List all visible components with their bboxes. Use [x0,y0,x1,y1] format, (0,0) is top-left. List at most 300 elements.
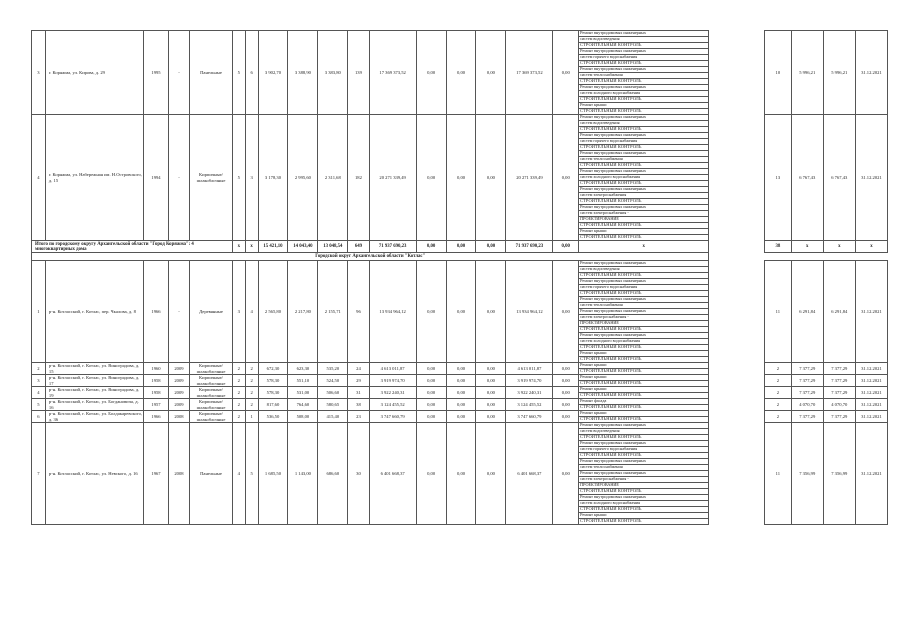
table-cell: 2 [232,375,245,387]
table-cell: 0,00 [446,115,476,241]
table-cell: 3 919 974,70 [369,375,416,387]
works-list [579,399,709,411]
row-number: 6 [32,411,46,423]
table-cell: 0,00 [476,423,506,525]
row-number: 4 [32,115,46,241]
work-item: Ремонт фасада [579,399,708,405]
work-item: СТРОИТЕЛЬНЫЙ КОНТРОЛЬ [579,489,708,495]
table-cell: 2 [245,399,258,411]
table-cell: 2 [765,399,792,411]
table-body [32,31,888,525]
table-row [32,399,888,411]
table-cell: 1967 [144,423,169,525]
table-cell: 20 271 339,49 [369,115,416,241]
work-item: СТРОИТЕЛЬНЫЙ КОНТРОЛЬ [579,199,708,205]
works-list [579,363,709,375]
table-cell: 4 613 011,87 [506,363,553,375]
table-cell: 0,00 [416,387,446,399]
table-cell: 2 155,71 [318,261,348,363]
works-list [579,387,709,399]
table-cell: 2009 [168,399,189,411]
work-item: СТРОИТЕЛЬНЫЙ КОНТРОЛЬ [580,393,642,397]
work-item: Ремонт внутридомовых инженерных [579,471,708,477]
table-cell: 2009 [168,375,189,387]
district-title: Городской округ Архангельской области "Котлас" [32,253,709,261]
row-number: 2 [32,363,46,375]
table-cell: 15 421,10 [258,241,288,253]
table-cell: 2008 [168,411,189,423]
table-cell: 2 [232,411,245,423]
spacer-cell [709,241,765,253]
work-item: Ремонт внутридомовых инженерных [579,151,708,157]
table-cell: 13 934 964,12 [506,261,553,363]
work-item: Ремонт внутридомовых инженерных [579,333,708,339]
table-cell: 2 [245,387,258,399]
table-cell: 3 178,30 [258,115,288,241]
table-cell: 578,30 [258,375,288,387]
work-item: СТРОИТЕЛЬНЫЙ КОНТРОЛЬ [579,453,708,459]
row-number: 7 [32,423,46,525]
work-item: Ремонт крыши [579,375,708,381]
work-item: Ремонт крыши [579,351,708,357]
work-item: ПРОЕКТИРОВАНИЕ [579,483,708,489]
table-cell: 4 070,70 [791,399,823,411]
table-cell: 30 [348,423,369,525]
work-item: СТРОИТЕЛЬНЫЙ КОНТРОЛЬ [579,181,708,187]
table-cell: 7 377,29 [791,363,823,375]
work-item: СТРОИТЕЛЬНЫЙ КОНТРОЛЬ [580,381,642,385]
table-cell: 580,65 [318,399,348,411]
table-cell: 0,00 [476,399,506,411]
table-cell: 0,00 [446,363,476,375]
works-list [579,423,709,525]
table-cell: 0,00 [446,375,476,387]
work-item: систем теплоснабжения [579,157,708,163]
table-cell: 536,50 [258,411,288,423]
work-item: Ремонт внутридомовых инженерных [579,169,708,175]
table-cell: 6 401 668,37 [506,423,553,525]
table-cell: 2 [765,411,792,423]
table-cell: 0,00 [476,375,506,387]
work-item: СТРОИТЕЛЬНЫЙ КОНТРОЛЬ [579,273,708,279]
table-cell: 17 369 373,52 [506,31,553,115]
table-cell: 11 [765,423,792,525]
work-item: СТРОИТЕЛЬНЫЙ КОНТРОЛЬ [579,79,708,85]
table-cell: 38 [765,241,792,253]
table-cell: 3 747 660,79 [506,411,553,423]
table-cell: 508,00 [288,411,318,423]
spacer-cell [709,411,765,423]
table-cell: 31.12.2021 [855,363,887,375]
table-cell: 14 043,40 [288,241,318,253]
table-cell: 0,00 [416,241,446,253]
work-item: СТРОИТЕЛЬНЫЙ КОНТРОЛЬ [579,97,708,103]
work-item: систем водоотведения [579,37,708,43]
table-cell: x [855,241,887,253]
table-cell: 6 401 668,37 [369,423,416,525]
table-cell: 0,00 [446,411,476,423]
work-item: Ремонт крыши [579,103,708,109]
spacer-cell [709,31,765,115]
table-cell: 3 388,90 [288,31,318,115]
table-cell: 2 [765,375,792,387]
spacer-cell [709,261,765,363]
work-item: систем электроснабжения - [579,315,708,321]
table-cell: 6 767,43 [791,115,823,241]
spacer-cell [709,375,765,387]
table-cell: 2 [232,399,245,411]
work-item: Ремонт внутридомовых инженерных [579,205,708,211]
table-cell: 1966 [144,261,169,363]
table-cell: 31.12.2021 [855,423,887,525]
table-cell: 524,50 [318,375,348,387]
district-header-row [32,253,888,261]
table-cell: 3 922 240,31 [506,387,553,399]
table-cell: 1960 [144,363,169,375]
table-cell: 551,10 [288,375,318,387]
table-cell: 3 [232,261,245,363]
work-item: систем водоотведения [579,267,708,273]
spacer-cell [709,387,765,399]
total-label: Итого по городскому округу Архангельской области "Город Коряжма": 4 многоквартирных дома [32,241,233,253]
work-item: СТРОИТЕЛЬНЫЙ КОНТРОЛЬ [579,507,708,513]
table-cell: Кирпичные/ шлакоблочные [190,387,233,399]
table-cell: 2 [765,363,792,375]
work-item: СТРОИТЕЛЬНЫЙ КОНТРОЛЬ [579,61,708,67]
table-cell: 0,00 [416,423,446,525]
work-item: систем электроснабжения - [579,477,708,483]
table-cell: 31.12.2021 [855,31,887,115]
work-item: ПРОЕКТИРОВАНИЕ [579,217,708,223]
table-cell: 0,00 [476,115,506,241]
work-item: систем холодного водоснабжения [579,175,708,181]
work-item: Ремонт внутридомовых инженерных [579,423,708,429]
table-cell: Панельные [190,423,233,525]
table-row [32,423,888,525]
address-cell: г. Коряжма, ул. Набережная им. Н.Островского, д. 15 [45,115,143,241]
table-row [32,375,888,387]
table-cell: 0,00 [416,31,446,115]
table-cell: Кирпичные/ шлакоблочные [190,115,233,241]
table-cell: - [168,31,189,115]
table-row [32,387,888,399]
table-cell: 31.12.2021 [855,261,887,363]
table-cell: 7 377,29 [791,375,823,387]
table-cell: 2009 [168,387,189,399]
work-item: Ремонт внутридомовых инженерных [579,441,708,447]
table-cell: Кирпичные/ шлакоблочные [190,411,233,423]
table-cell: 5 [245,423,258,525]
table-cell: 1 685,50 [258,423,288,525]
table-cell: 31.12.2021 [855,399,887,411]
work-item: Ремонт внутридомовых инженерных [579,85,708,91]
address-cell: г. Коряжма, ул. Кирова, д. 29 [45,31,143,115]
work-item: систем электроснабжения [579,193,708,199]
row-number: 4 [32,387,46,399]
work-item: систем теплоснабжения [579,303,708,309]
table-row [32,261,888,363]
table-cell: 0,00 [476,31,506,115]
table-cell: 0,00 [553,261,579,363]
table-cell: 506,60 [318,387,348,399]
table-cell: 3 124 455,52 [369,399,416,411]
table-cell: 2 [232,387,245,399]
work-item: Ремонт крыши [579,229,708,235]
work-item: систем горячего водоснабжения [579,139,708,145]
table-row [32,411,888,423]
address-cell: р-н. Котласский, г. Котлас, ул. Виноградова, д. 15 [45,363,143,375]
table-cell: 139 [348,31,369,115]
work-item: СТРОИТЕЛЬНЫЙ КОНТРОЛЬ [579,223,708,229]
table-cell: 2 [245,363,258,375]
table-cell: 3 124 455,52 [506,399,553,411]
table-cell: 0,00 [476,387,506,399]
table-cell: 13 [765,115,792,241]
table-cell: 6 767,43 [823,115,855,241]
work-item: СТРОИТЕЛЬНЫЙ КОНТРОЛЬ [580,369,642,373]
table-cell: 0,00 [476,241,506,253]
work-item: Ремонт внутридомовых инженерных [579,67,708,73]
work-item: Ремонт внутридомовых инженерных [579,309,708,315]
work-item: СТРОИТЕЛЬНЫЙ КОНТРОЛЬ [580,417,642,421]
work-item: Ремонт внутридомовых инженерных [579,115,708,121]
row-number: 1 [32,261,46,363]
work-item: систем холодного водоснабжения [579,501,708,507]
table-cell: 13 048,54 [318,241,348,253]
table-cell: 0,00 [553,387,579,399]
table-cell: 0,00 [446,261,476,363]
works-list [579,261,709,363]
table-row [32,363,888,375]
address-cell: р-н. Котласский, г. Котлас, пер. Чкалова, д. 8 [45,261,143,363]
table-cell: 0,00 [553,423,579,525]
table-cell: 1995 [144,31,169,115]
work-item: систем теплоснабжения [579,73,708,79]
work-item: Ремонт внутридомовых инженерных [579,261,708,267]
work-item: СТРОИТЕЛЬНЫЙ КОНТРОЛЬ [579,345,708,351]
table-cell: 2 [232,363,245,375]
works-list [579,31,709,115]
table-cell: 71 937 690,23 [369,241,416,253]
table-cell: 0,00 [446,31,476,115]
table-cell: 29 [348,375,369,387]
work-item: СТРОИТЕЛЬНЫЙ КОНТРОЛЬ [580,405,642,409]
work-item: Ремонт внутридомовых инженерных [579,297,708,303]
row-number: 3 [32,31,46,115]
work-item: Ремонт внутридомовых инженерных [579,495,708,501]
table-cell: 0,00 [446,241,476,253]
work-item: СТРОИТЕЛЬНЫЙ КОНТРОЛЬ [579,163,708,169]
table-cell: 764,60 [288,399,318,411]
table-cell: 31.12.2021 [855,411,887,423]
work-item: систем горячего водоснабжения [579,447,708,453]
table-cell: 3 747 660,79 [369,411,416,423]
table-cell: 7 356,99 [823,423,855,525]
spacer-cell [709,115,765,241]
works-list [579,411,709,423]
table-cell: 0,00 [476,261,506,363]
table-cell: 3 919 974,70 [506,375,553,387]
table-cell: 4 070,70 [823,399,855,411]
table-cell: 31.12.2021 [855,375,887,387]
table-row [32,31,888,115]
table-cell: 20 271 339,49 [506,115,553,241]
work-item: Ремонт крыши [579,513,708,519]
table-cell: 7 377,29 [823,411,855,423]
table-cell: 3 383,80 [318,31,348,115]
table-cell: 7 356,99 [791,423,823,525]
table-cell: - [168,261,189,363]
table-cell: 415,40 [318,411,348,423]
table-cell: x [791,241,823,253]
table-cell: 672,30 [258,363,288,375]
table-cell: 0,00 [446,423,476,525]
table-cell: 7 377,29 [791,387,823,399]
table-row [32,115,888,241]
work-item: Ремонт крыши [579,363,708,369]
address-cell: р-н. Котласский, г. Котлас, ул. Невского, д. 16 [45,423,143,525]
table-cell: 7 377,29 [823,375,855,387]
table-cell: 0,00 [416,261,446,363]
table-cell: 13 934 964,12 [369,261,416,363]
table-cell: 2 311,68 [318,115,348,241]
work-item: СТРОИТЕЛЬНЫЙ КОНТРОЛЬ [579,127,708,133]
work-item: Ремонт крыши [579,411,708,417]
work-item: СТРОИТЕЛЬНЫЙ КОНТРОЛЬ [579,435,708,441]
table-cell: x [245,241,258,253]
table-cell: 0,00 [553,399,579,411]
table-cell: 6 [245,31,258,115]
table-cell: Панельные [190,31,233,115]
table-cell: 3 [245,115,258,241]
works-list [579,115,709,241]
table-cell: 23 [348,411,369,423]
work-item: систем горячего водоснабжения [579,285,708,291]
table-cell: 0,00 [553,411,579,423]
table-cell: x [232,241,245,253]
work-item: СТРОИТЕЛЬНЫЙ КОНТРОЛЬ [579,145,708,151]
table-cell: 0,00 [553,115,579,241]
table-cell: 1994 [144,115,169,241]
table-cell: 0,00 [553,363,579,375]
work-item: Ремонт внутридомовых инженерных [579,31,708,37]
table-cell: 17 369 373,52 [369,31,416,115]
table-cell: 7 377,29 [823,363,855,375]
work-item: СТРОИТЕЛЬНЫЙ КОНТРОЛЬ [580,235,642,239]
work-item: Ремонт крыши [579,387,708,393]
table-cell: 2 [765,387,792,399]
table-cell: 1966 [144,411,169,423]
work-item: СТРОИТЕЛЬНЫЙ КОНТРОЛЬ [579,327,708,333]
work-item: систем холодного водоснабжения [579,91,708,97]
work-item: ПРОЕКТИРОВАНИЕ [579,321,708,327]
table-cell: x [579,241,709,253]
table-cell: 1 [245,411,258,423]
table-cell: 0,00 [416,411,446,423]
address-cell: р-н. Котласский, г. Котлас, ул. Виноградова, д. 17 [45,375,143,387]
table-cell: Кирпичные/ шлакоблочные [190,375,233,387]
table-cell: 10 [765,31,792,115]
work-item: систем водоотведения [579,121,708,127]
table-cell: 31.12.2021 [855,115,887,241]
table-cell: 3 922 240,31 [369,387,416,399]
table-cell: 2 565,80 [258,261,288,363]
table-cell: 2009 [168,363,189,375]
table-cell: 0,00 [416,399,446,411]
table-cell: 0,00 [416,375,446,387]
work-item: Ремонт внутридомовых инженерных [579,49,708,55]
table-cell: 1957 [144,399,169,411]
work-item: СТРОИТЕЛЬНЫЙ КОНТРОЛЬ [580,109,642,113]
work-item: СТРОИТЕЛЬНЫЙ КОНТРОЛЬ [579,43,708,49]
table-cell: - [168,115,189,241]
table-cell: 1 143,00 [288,423,318,525]
table-cell: 0,00 [416,115,446,241]
table-cell: 0,00 [553,241,579,253]
table-cell: 535,20 [318,363,348,375]
table-cell: Кирпичные/ шлакоблочные [190,363,233,375]
work-item: Ремонт внутридомовых инженерных [579,279,708,285]
table-cell: 4 613 011,87 [369,363,416,375]
table-cell: 38 [348,399,369,411]
work-item: систем горячего водоснабжения [579,55,708,61]
table-cell: 7 377,29 [791,411,823,423]
table-cell: 2 995,60 [288,115,318,241]
table-cell: 686,60 [318,423,348,525]
table-cell: 0,00 [446,387,476,399]
row-number: 5 [32,399,46,411]
work-item: систем теплоснабжения [579,465,708,471]
total-row [32,241,888,253]
table-cell: 649 [348,241,369,253]
table-cell: 0,00 [476,411,506,423]
table-cell: Деревянные [190,261,233,363]
table-cell: 182 [348,115,369,241]
work-item: систем водоотведения [579,429,708,435]
work-item: СТРОИТЕЛЬНЫЙ КОНТРОЛЬ [580,519,642,523]
table-cell: 7 377,29 [823,387,855,399]
table-cell: 31.12.2021 [855,387,887,399]
table-cell: x [823,241,855,253]
table-cell: 0,00 [553,375,579,387]
table-cell: Кирпичные/ шлакоблочные [190,399,233,411]
table-cell: 4 [245,261,258,363]
address-cell: р-н. Котласский, г. Котлас, ул. Виноградова, д. 19 [45,387,143,399]
spacer-cell [709,399,765,411]
table-cell: 817,60 [258,399,288,411]
table-cell: 5 [232,31,245,115]
address-cell: р-н. Котласский, г. Котлас, ул. Богдановича, д. 16 [45,399,143,411]
table-cell: 623,30 [288,363,318,375]
table-cell: 531,00 [288,387,318,399]
row-number: 3 [32,375,46,387]
spacer-cell [709,423,765,525]
table-cell: 2 217,80 [288,261,318,363]
table-cell: 24 [348,363,369,375]
table-cell: 11 [765,261,792,363]
capital-repair-table [31,30,888,525]
table-cell: 0,00 [416,363,446,375]
table-cell: 5 [232,115,245,241]
work-item: СТРОИТЕЛЬНЫЙ КОНТРОЛЬ [579,291,708,297]
table-cell: 1958 [144,375,169,387]
work-item: систем электроснабжения - [579,211,708,217]
table-cell: 5 996,21 [823,31,855,115]
table-cell: 2008 [168,423,189,525]
work-item: Ремонт внутридомовых инженерных [579,187,708,193]
document-sheet [31,30,888,525]
spacer-cell [709,363,765,375]
